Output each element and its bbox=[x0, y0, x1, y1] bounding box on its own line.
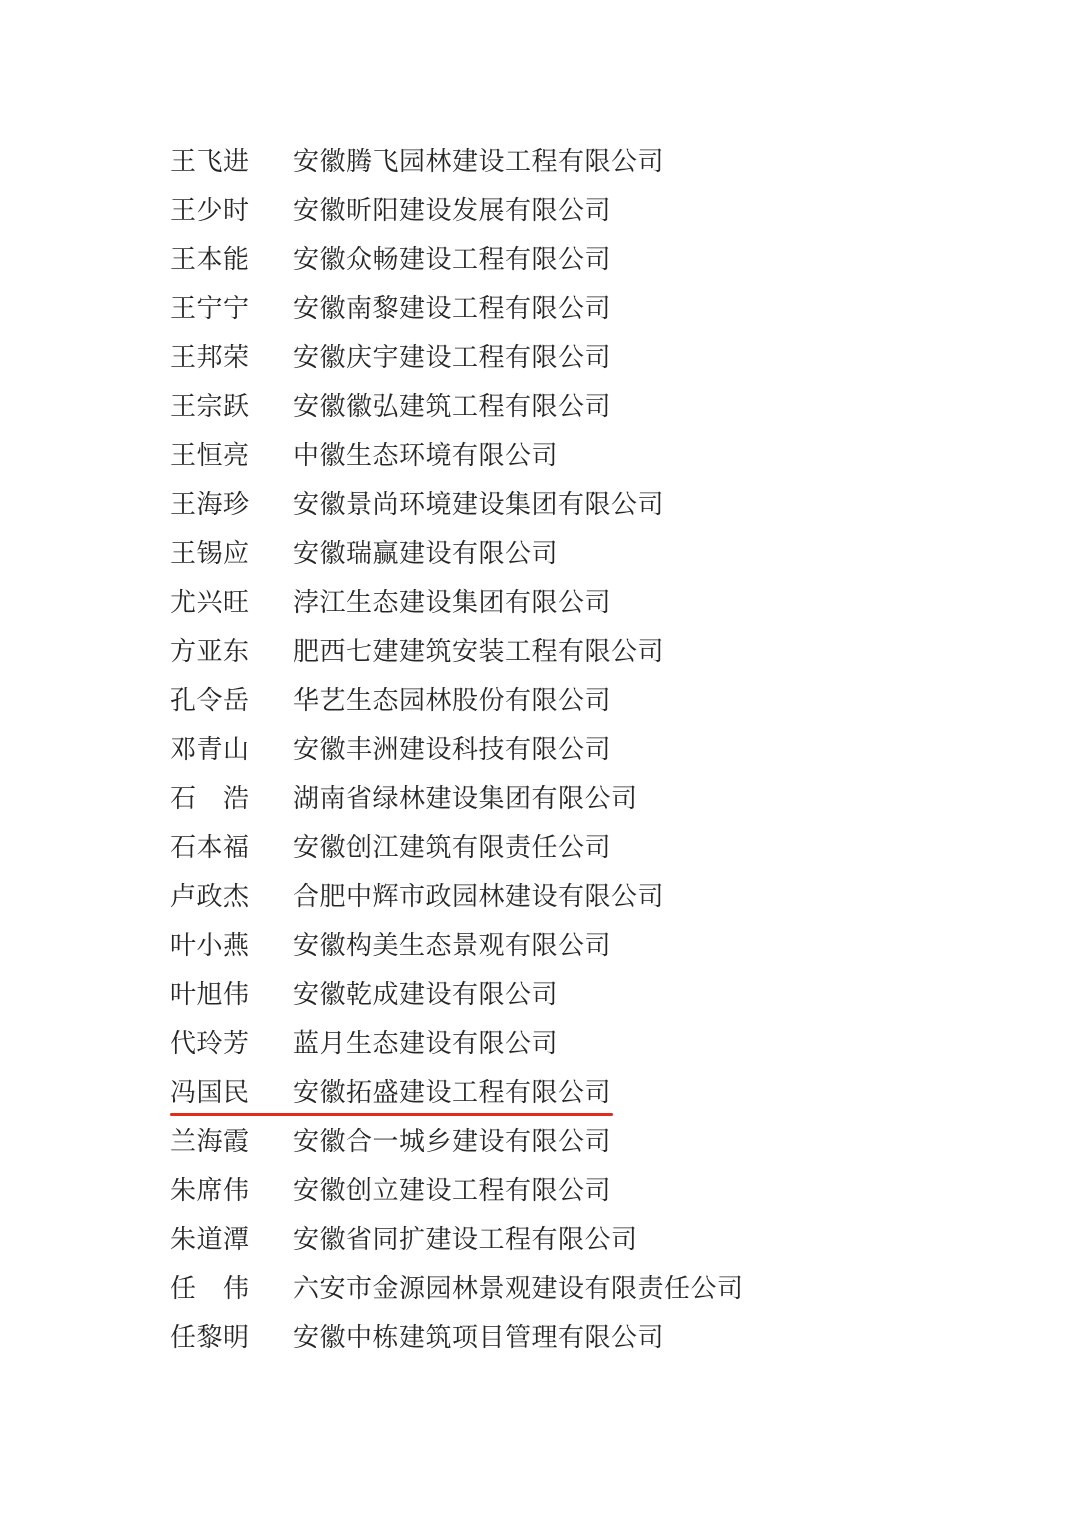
person-name: 任黎明 bbox=[170, 1323, 250, 1353]
company-name: 安徽瑞赢建设有限公司 bbox=[293, 539, 559, 569]
table-row bbox=[170, 824, 744, 873]
company-name: 蓝月生态建设有限公司 bbox=[293, 1029, 559, 1059]
table-row bbox=[170, 1118, 744, 1167]
table-row bbox=[170, 873, 744, 922]
person-name: 叶小燕 bbox=[170, 931, 250, 961]
person-name: 朱道潭 bbox=[170, 1225, 250, 1255]
person-name: 孔令岳 bbox=[170, 686, 250, 716]
company-name: 安徽省同扩建设工程有限公司 bbox=[293, 1225, 638, 1255]
table-row bbox=[170, 922, 744, 971]
person-name: 王宁宁 bbox=[170, 294, 250, 324]
company-name: 安徽徽弘建筑工程有限公司 bbox=[293, 392, 612, 422]
company-name: 安徽众畅建设工程有限公司 bbox=[293, 245, 612, 275]
table-row bbox=[170, 1314, 744, 1363]
person-name: 代玲芳 bbox=[170, 1029, 250, 1059]
person-name: 王锡应 bbox=[170, 539, 250, 569]
person-name: 冯国民 bbox=[170, 1078, 250, 1108]
company-name: 浡江生态建设集团有限公司 bbox=[293, 588, 612, 618]
person-name: 卢政杰 bbox=[170, 882, 250, 912]
table-row bbox=[170, 579, 744, 628]
table-row bbox=[170, 1265, 744, 1314]
company-name: 肥西七建建筑安装工程有限公司 bbox=[293, 637, 665, 667]
table-row-underlined bbox=[170, 1069, 744, 1118]
person-name: 王宗跃 bbox=[170, 392, 250, 422]
company-name: 湖南省绿林建设集团有限公司 bbox=[293, 784, 638, 814]
table-row bbox=[170, 1216, 744, 1265]
person-name: 王海珍 bbox=[170, 490, 250, 520]
company-name: 安徽丰洲建设科技有限公司 bbox=[293, 735, 612, 765]
roster-list bbox=[170, 138, 744, 1363]
table-row bbox=[170, 383, 744, 432]
company-name: 安徽创立建设工程有限公司 bbox=[293, 1176, 612, 1206]
table-row bbox=[170, 334, 744, 383]
company-name: 安徽庆宇建设工程有限公司 bbox=[293, 343, 612, 373]
table-row bbox=[170, 775, 744, 824]
person-name: 王飞进 bbox=[170, 147, 250, 177]
person-name: 石 浩 bbox=[170, 784, 250, 814]
table-row bbox=[170, 481, 744, 530]
company-name: 安徽乾成建设有限公司 bbox=[293, 980, 559, 1010]
table-row bbox=[170, 187, 744, 236]
company-name: 合肥中辉市政园林建设有限公司 bbox=[293, 882, 665, 912]
company-name: 安徽昕阳建设发展有限公司 bbox=[293, 196, 612, 226]
company-name: 安徽合一城乡建设有限公司 bbox=[293, 1127, 612, 1157]
table-row bbox=[170, 530, 744, 579]
table-row bbox=[170, 138, 744, 187]
company-name: 安徽拓盛建设工程有限公司 bbox=[293, 1078, 612, 1108]
red-underline bbox=[170, 1113, 613, 1116]
person-name: 朱席伟 bbox=[170, 1176, 250, 1206]
table-row bbox=[170, 1020, 744, 1069]
company-name: 安徽景尚环境建设集团有限公司 bbox=[293, 490, 665, 520]
company-name: 六安市金源园林景观建设有限责任公司 bbox=[293, 1274, 744, 1304]
company-name: 安徽创江建筑有限责任公司 bbox=[293, 833, 612, 863]
person-name: 石本福 bbox=[170, 833, 250, 863]
table-row bbox=[170, 677, 744, 726]
person-name: 叶旭伟 bbox=[170, 980, 250, 1010]
table-row bbox=[170, 628, 744, 677]
company-name: 安徽中栋建筑项目管理有限公司 bbox=[293, 1323, 665, 1353]
table-row bbox=[170, 971, 744, 1020]
table-row bbox=[170, 285, 744, 334]
table-row bbox=[170, 236, 744, 285]
person-name: 邓青山 bbox=[170, 735, 250, 765]
person-name: 王本能 bbox=[170, 245, 250, 275]
person-name: 王邦荣 bbox=[170, 343, 250, 373]
company-name: 中徽生态环境有限公司 bbox=[293, 441, 559, 471]
person-name: 方亚东 bbox=[170, 637, 250, 667]
table-row bbox=[170, 432, 744, 481]
person-name: 尤兴旺 bbox=[170, 588, 250, 618]
person-name: 王少时 bbox=[170, 196, 250, 226]
company-name: 安徽腾飞园林建设工程有限公司 bbox=[293, 147, 665, 177]
person-name: 兰海霞 bbox=[170, 1127, 250, 1157]
table-row bbox=[170, 1167, 744, 1216]
table-row bbox=[170, 726, 744, 775]
company-name: 安徽南黎建设工程有限公司 bbox=[293, 294, 612, 324]
person-name: 王恒亮 bbox=[170, 441, 250, 471]
person-name: 任 伟 bbox=[170, 1274, 250, 1304]
company-name: 华艺生态园林股份有限公司 bbox=[293, 686, 612, 716]
company-name: 安徽构美生态景观有限公司 bbox=[293, 931, 612, 961]
